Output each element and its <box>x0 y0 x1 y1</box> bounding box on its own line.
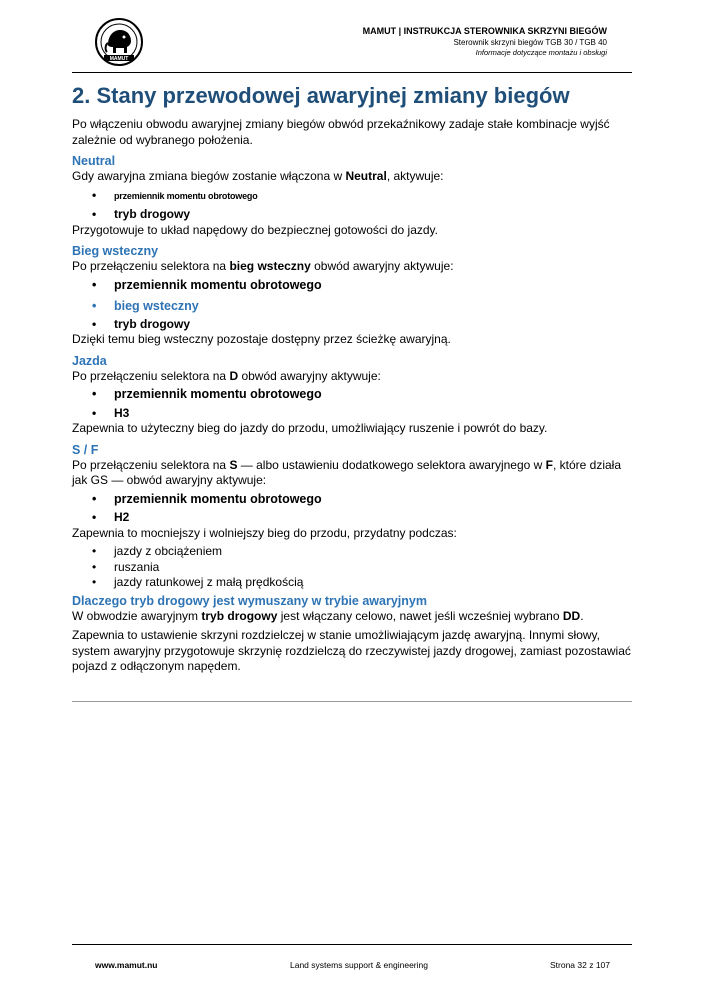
list-item: • H2 <box>72 510 634 526</box>
sf-list <box>72 492 634 526</box>
page-content <box>72 82 634 675</box>
reverse-text: Po przełączeniu selektora na bieg wsteczny obwód awaryjny aktywuje: <box>72 259 454 273</box>
page-number: Strona 32 z 107 <box>549 960 610 970</box>
neutral-after: Przygotowuje to układ napędowy do bezpiecznej gotowości do jazdy. <box>72 222 438 237</box>
document-title: MAMUT | INSTRUKCJA STEROWNIKA SKRZYNI BIEGÓW <box>362 26 607 36</box>
list-item: • ruszania <box>72 560 634 576</box>
why-paragraph-1: W obwodzie awaryjnym tryb drogowy jest włączany celowo, nawet jeśli wcześniej wybrano DD. <box>72 608 584 623</box>
drive-heading: Jazda <box>72 353 107 368</box>
page-header <box>72 14 632 72</box>
footer-tagline: Land systems support & engineering <box>290 960 428 970</box>
footer-website-link[interactable]: www.mamut.nu <box>95 960 158 970</box>
sf-text: Po przełączeniu selektora na S — albo ustawieniu dodatkowego selektora awaryjnego w F, które działa jak GS — obwód awaryjny aktywuje: <box>72 457 622 487</box>
sf-after: Zapewnia to mocniejszy i wolniejszy bieg do przodu, przydatny podczas: <box>72 525 457 540</box>
drive-text: Po przełączeniu selektora na D obwód awaryjny aktywuje: <box>72 368 381 383</box>
list-item: • H3 <box>72 406 634 422</box>
neutral-list <box>72 188 634 223</box>
section-title: 2. Stany przewodowej awaryjnej zmiany biegów <box>72 83 570 108</box>
why-paragraph-2: Zapewnia to ustawienie skrzyni rozdzielczej w stanie umożliwiającym jazdę awaryjną. Innymi słowy, system awaryjny przygotowuje skrzynię rozdzielczą do rzeczywistej jazdy drogowej, zamiast pozostawiać pojazd z odłączonym napędem. <box>72 628 631 673</box>
reverse-after: Dzięki temu bieg wsteczny pozostaje dostępny przez ścieżkę awaryjną. <box>72 332 451 346</box>
list-item: • przemiennik momentu obrotowego <box>72 278 634 294</box>
svg-text:MAMUT: MAMUT <box>109 56 129 62</box>
list-item: • jazdy ratunkowej z małą prędkością <box>72 575 634 591</box>
document-subtitle: Sterownik skrzyni biegów TGB 30 / TGB 40 <box>453 38 607 47</box>
list-item: • tryb drogowy <box>72 317 634 333</box>
neutral-heading: Neutral <box>72 154 116 168</box>
section-intro: Po włączeniu obwodu awaryjnej zmiany biegów obwód przekaźnikowy zadaje stałe kombinacje wyjść zależnie od wybranego położenia. <box>72 117 610 147</box>
list-item: • bieg wsteczny <box>72 299 634 315</box>
list-item: • jazdy z obciążeniem <box>72 544 634 560</box>
sf-heading: S / F <box>72 442 99 457</box>
reverse-heading: Bieg wsteczny <box>72 244 159 258</box>
drive-list <box>72 387 634 421</box>
content-divider <box>72 701 632 702</box>
drive-after: Zapewnia to użyteczny bieg do jazdy do przodu, umożliwiający ruszenie i powrót do bazy. <box>72 421 548 435</box>
why-heading: Dlaczego tryb drogowy jest wymuszany w trybie awaryjnym <box>72 593 427 608</box>
list-item: • przemiennik momentu obrotowego <box>72 188 634 205</box>
document-subtitle-2: Informacje dotyczące montażu i obsługi <box>475 48 607 57</box>
list-item: • przemiennik momentu obrotowego <box>72 387 634 403</box>
footer-divider <box>72 944 632 945</box>
neutral-text: Gdy awaryjna zmiana biegów zostanie włączona w Neutral, aktywuje: <box>72 169 444 183</box>
sf-uses-list <box>72 544 634 591</box>
list-item: • tryb drogowy <box>72 207 634 223</box>
list-item: • przemiennik momentu obrotowego <box>72 492 634 508</box>
header-divider <box>72 72 632 73</box>
mamut-logo <box>94 17 144 67</box>
reverse-list <box>72 278 634 333</box>
